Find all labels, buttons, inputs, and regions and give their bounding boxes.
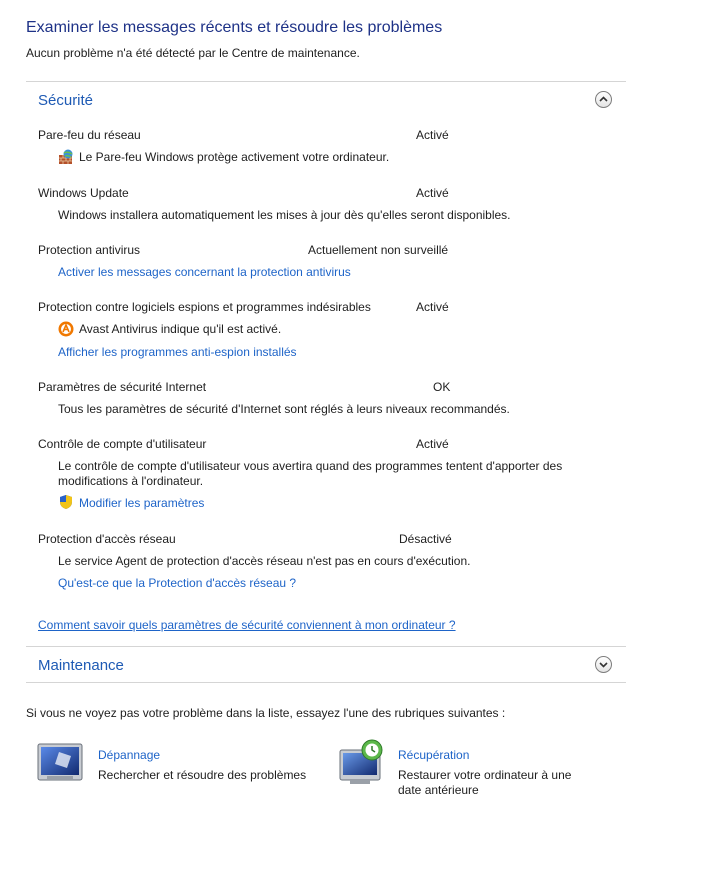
nap-status: Désactivé [399, 532, 452, 546]
antivirus-label: Protection antivirus [38, 243, 141, 257]
security-section-title[interactable]: Sécurité [38, 92, 94, 109]
uac-label: Contrôle de compte d'utilisateur [38, 437, 207, 451]
windows-update-label: Windows Update [38, 186, 129, 200]
spyware-label: Protection contre logiciels espions et programmes indésirables [38, 300, 371, 314]
uac-description: Le contrôle de compte d'utilisateur vous avertira quand des programmes tentent d'apporter des modifications à l'ordinateur. [58, 459, 563, 488]
spyware-status: Activé [416, 300, 449, 314]
spyware-description: Avast Antivirus indique qu'il est activé. [79, 322, 282, 336]
security-help-link[interactable]: Comment savoir quels paramètres de sécurité conviennent à mon ordinateur ? [38, 618, 456, 632]
uac-shield-icon [58, 494, 74, 510]
troubleshoot-description: Rechercher et résoudre des problèmes [98, 768, 307, 782]
page-subtitle: Aucun problème n'a été détecté par le Centre de maintenance. [26, 46, 360, 60]
maintenance-section-title[interactable]: Maintenance [38, 657, 124, 674]
firewall-icon [58, 149, 74, 165]
chevron-up-icon [599, 96, 608, 103]
uac-change-settings-link[interactable]: Modifier les paramètres [79, 496, 205, 510]
recovery-icon[interactable] [338, 738, 386, 786]
firewall-label: Pare-feu du réseau [38, 128, 141, 142]
troubleshoot-icon[interactable] [37, 742, 85, 782]
page-title: Examiner les messages récents et résoudre les problèmes [26, 19, 443, 36]
uac-status: Activé [416, 437, 449, 451]
troubleshoot-link[interactable]: Dépannage [98, 748, 161, 762]
antivirus-messages-link[interactable]: Activer les messages concernant la protection antivirus [58, 265, 351, 279]
firewall-status: Activé [416, 128, 449, 142]
recovery-description: Restaurer votre ordinateur à une date antérieure [398, 768, 572, 797]
windows-update-status: Activé [416, 186, 449, 200]
maintenance-expand-button[interactable] [595, 656, 612, 673]
internet-security-description: Tous les paramètres de sécurité d'Internet sont réglés à leurs niveaux recommandés. [58, 402, 510, 416]
windows-update-description: Windows installera automatiquement les mises à jour dès qu'elles seront disponibles. [58, 208, 511, 222]
internet-security-status: OK [433, 380, 451, 394]
footer-intro: Si vous ne voyez pas votre problème dans la liste, essayez l'une des rubriques suivantes : [26, 706, 506, 720]
nap-label: Protection d'accès réseau [38, 532, 176, 546]
antivirus-status: Actuellement non surveillé [308, 243, 449, 257]
internet-security-label: Paramètres de sécurité Internet [38, 380, 207, 394]
divider [26, 646, 626, 647]
antispyware-programs-link[interactable]: Afficher les programmes anti-espion installés [58, 345, 297, 359]
divider [26, 81, 626, 82]
firewall-description: Le Pare-feu Windows protège activement votre ordinateur. [79, 150, 390, 164]
nap-description: Le service Agent de protection d'accès réseau n'est pas en cours d'exécution. [58, 554, 471, 568]
avast-icon [58, 321, 74, 337]
divider [26, 682, 626, 683]
recovery-link[interactable]: Récupération [398, 748, 470, 762]
security-collapse-button[interactable] [595, 91, 612, 108]
nap-info-link[interactable]: Qu'est-ce que la Protection d'accès réseau ? [58, 576, 297, 590]
chevron-down-icon [599, 661, 608, 668]
